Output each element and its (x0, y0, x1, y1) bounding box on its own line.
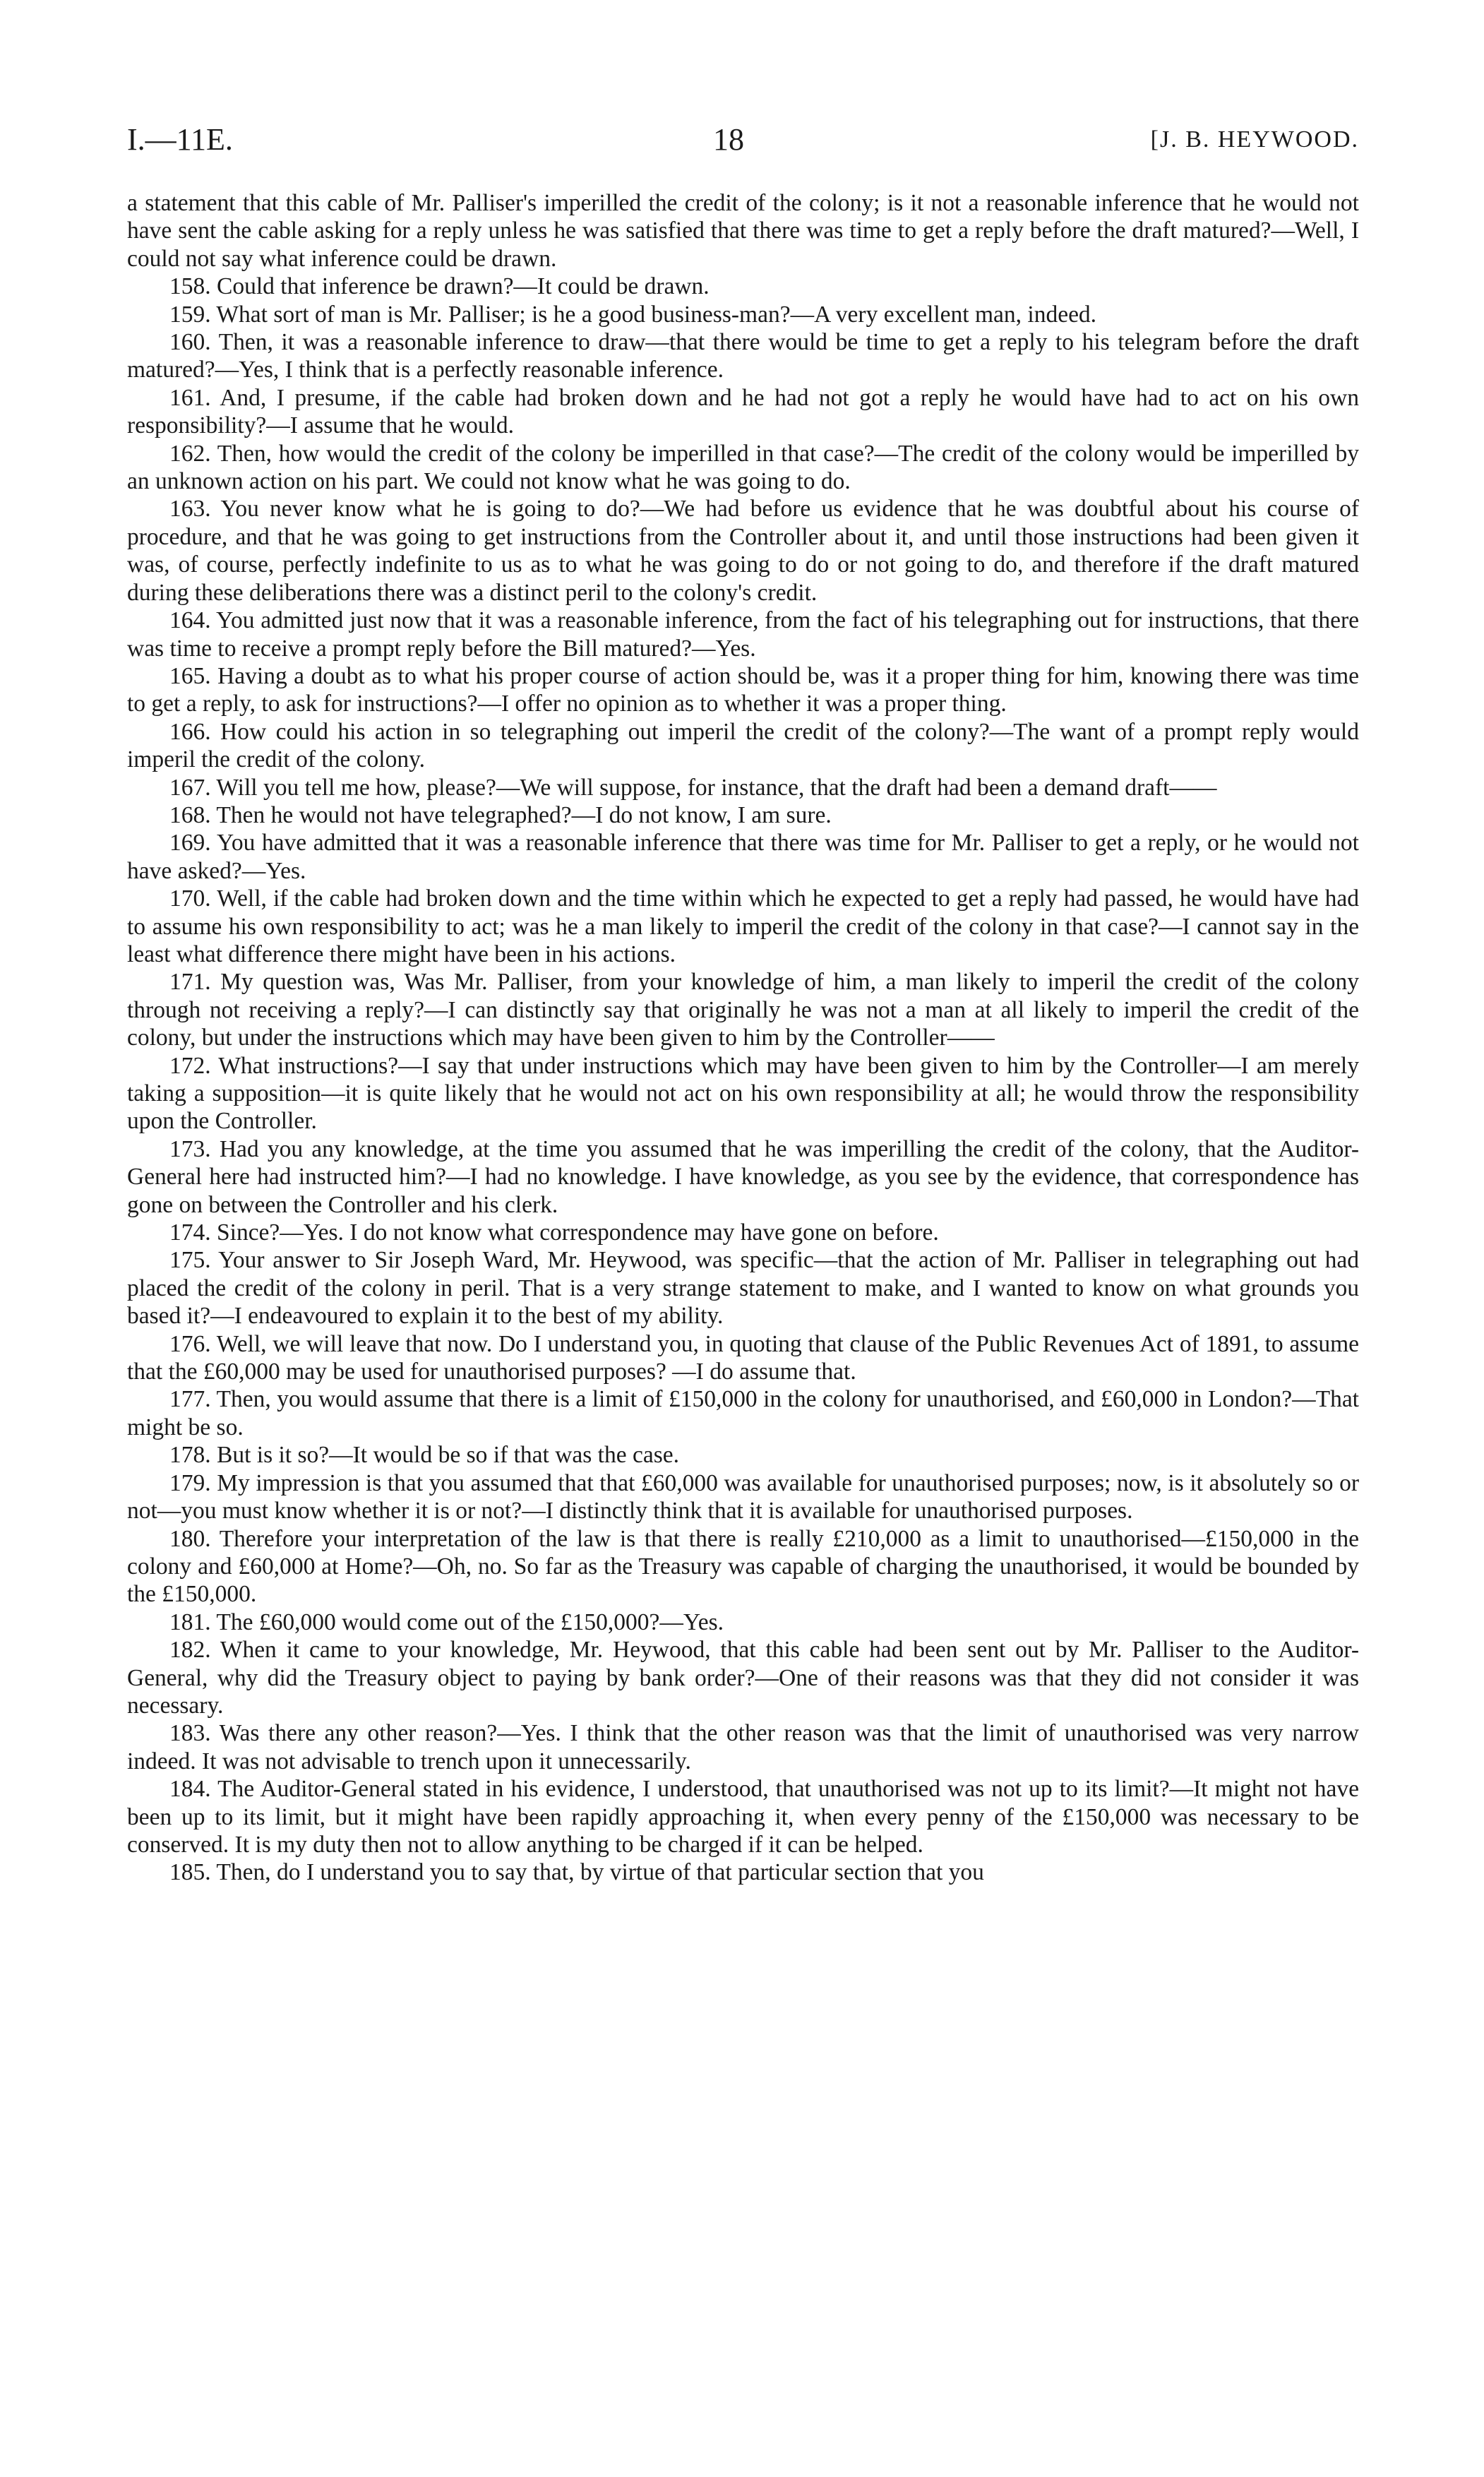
question-185: 185. Then, do I understand you to say that, by virtue of that particular section that you (169, 1859, 984, 1886)
question-169: 169. You have admitted that it was a reasonable inference that there was time for Mr. Palliser to get a reply, or he would not have asked?—Yes. (127, 830, 1359, 884)
question-182: 182. When it came to your knowledge, Mr. Heywood, that this cable had been sent out by Mr. Palliser to the Auditor-General, why did the Treasury object to paying by bank order?—One of their reasons was that they did not consider it was necessary. (127, 1637, 1359, 1719)
document-reference: I.—11E. (127, 122, 233, 157)
question-173: 173. Had you any knowledge, at the time you assumed that he was imperilling the credit of the colony, that the Auditor-General here had instructed him?—I had no knowledge. I have knowledge, as you see by the evidence, that correspondence has gone on between the Controller and his clerk. (127, 1135, 1359, 1218)
question-163: 163. You never know what he is going to do?—We had before us evidence that he was doubtful about his course of procedure, and that he was going to get instructions from the Controller about it, and until those instructions had been given it was, of course, perfectly indefinite to us as to what he was going to do or not going to do, and therefore if the draft matured during these deliberations there was a distinct peril to the colony's credit. (127, 496, 1359, 606)
question-181: 181. The £60,000 would come out of the £150,000?—Yes. (169, 1608, 724, 1635)
paragraph-continuation: a statement that this cable of Mr. Palliser's imperilled the credit of the colony; is it not a reasonable inference that he would not have sent the cable asking for a reply unless he was satisfied that there was time to get a reply before the draft matured?—Well, I could not say what inference could be drawn. (127, 190, 1359, 272)
question-171: 171. My question was, Was Mr. Palliser, from your knowledge of him, a man likely to imperil the credit of the colony through not receiving a reply?—I can distinctly say that originally he was not a man at all likely to imperil the credit of the colony, but under the instructions which may have been given to him by the Controller—— (127, 969, 1359, 1051)
question-183: 183. Was there any other reason?—Yes. I think that the other reason was that the limit of unauthorised was very narrow indeed. It was not advisable to trench upon it unnecessarily. (127, 1720, 1359, 1774)
question-184: 184. The Auditor-General stated in his evidence, I understood, that unauthorised was not up to its limit?—It might not have been up to its limit, but it might have been rapidly approaching it, when every penny of the £150,000 was necessary to be conserved. It is my duty then not to allow anything to be charged if it can be helped. (127, 1776, 1359, 1858)
question-159: 159. What sort of man is Mr. Palliser; is he a good business-man?—A very excellent man, indeed. (169, 301, 1097, 328)
question-162: 162. Then, how would the credit of the colony be imperilled in that case?—The credit of the colony would be imperilled by an unknown action on his part. We could not know what he was going to do. (127, 440, 1359, 495)
question-180: 180. Therefore your interpretation of the law is that there is really £210,000 as a limit to unauthorised—£150,000 in the colony and £60,000 at Home?—Oh, no. So far as the Treasury was capable of charging the unauthorised, it would be bounded by the £150,000. (127, 1525, 1359, 1608)
question-164: 164. You admitted just now that it was a reasonable inference, from the fact of his telegraphing out for instructions, that there was time to receive a prompt reply before the Bill matured?—Yes. (127, 607, 1359, 662)
testimony-body (127, 189, 1359, 1887)
question-158: 158. Could that inference be drawn?—It could be drawn. (169, 273, 710, 300)
question-175: 175. Your answer to Sir Joseph Ward, Mr. Heywood, was specific—that the action of Mr. Palliser in telegraphing out had placed the credit of the colony in peril. That is a very strange statement to make, and I wanted to know on what grounds you based it?—I endeavoured to explain it to the best of my ability. (127, 1247, 1359, 1330)
question-165: 165. Having a doubt as to what his proper course of action should be, was it a proper thing for him, knowing there was time to get a reply, to ask for instructions?—I offer no opinion as to whether it was a proper thing. (127, 662, 1359, 717)
question-160: 160. Then, it was a reasonable inference to draw—that there would be time to get a reply to his telegram before the draft matured?—Yes, I think that is a perfectly reasonable inference. (127, 329, 1359, 383)
question-161: 161. And, I presume, if the cable had broken down and he had not got a reply he would have had to act on his own responsibility?—I assume that he would. (127, 384, 1359, 439)
question-168: 168. Then he would not have telegraphed?—I do not know, I am sure. (169, 801, 832, 828)
question-170: 170. Well, if the cable had broken down and the time within which he expected to get a reply had passed, he would have had to assume his own responsibility to act; was he a man likely to imperil the credit of the colony in that case?—I cannot say in the least what difference there might have been in his actions. (127, 885, 1359, 967)
witness-name: [J. B. HEYWOOD. (1150, 126, 1359, 153)
question-166: 166. How could his action in so telegraphing out imperil the credit of the colony?—The want of a prompt reply would imperil the credit of the colony. (127, 718, 1359, 773)
question-174: 174. Since?—Yes. I do not know what correspondence may have gone on before. (169, 1219, 939, 1246)
question-172: 172. What instructions?—I say that under instructions which may have been given to him by the Controller—I am merely taking a supposition—it is quite likely that he would not act on his own responsibility at all; he would throw the responsibility upon the Controller. (127, 1052, 1359, 1135)
page-number: 18 (713, 122, 744, 157)
page-header (127, 119, 1359, 161)
question-178: 178. But is it so?—It would be so if that was the case. (169, 1442, 680, 1469)
question-177: 177. Then, you would assume that there is a limit of £150,000 in the colony for unauthorised, and £60,000 in London?—That might be so. (127, 1386, 1359, 1440)
question-167: 167. Will you tell me how, please?—We will suppose, for instance, that the draft had been a demand draft—— (169, 774, 1217, 801)
question-176: 176. Well, we will leave that now. Do I understand you, in quoting that clause of the Public Revenues Act of 1891, to assume that the £60,000 may be used for unauthorised purposes? —I do assume that. (127, 1330, 1359, 1385)
question-179: 179. My impression is that you assumed that that £60,000 was available for unauthorised purposes; now, is it absolutely so or not—you must know whether it is or not?—I distinctly think that it is available for unauthorised purposes. (127, 1469, 1359, 1524)
